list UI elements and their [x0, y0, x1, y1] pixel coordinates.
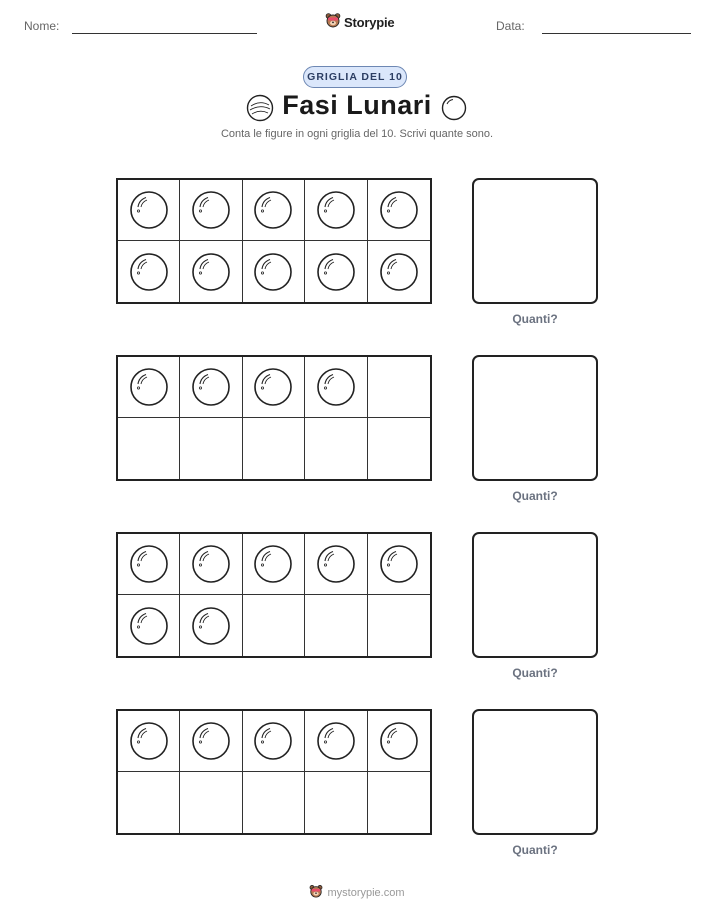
date-line [542, 33, 691, 34]
ten-frame-cell [180, 241, 242, 302]
ten-frame-cell [368, 534, 430, 595]
ten-frame-cell [118, 418, 180, 479]
ten-frame-cell [118, 357, 180, 418]
answer-box[interactable] [472, 178, 598, 304]
ten-frame-cell [118, 241, 180, 302]
ten-frame [116, 532, 432, 658]
category-badge: GRIGLIA DEL 10 [303, 66, 407, 88]
footer [0, 884, 714, 901]
ten-frame-cell [305, 772, 367, 833]
ten-frame-cell [118, 595, 180, 656]
ten-frame [116, 355, 432, 481]
ten-frame-cell [368, 711, 430, 772]
ten-frame-cell [368, 772, 430, 833]
ten-frame-cell [368, 241, 430, 302]
ten-frame-cell [368, 357, 430, 418]
ten-frame-cell [180, 595, 242, 656]
ten-frame-cell [305, 711, 367, 772]
name-label: Nome: [24, 19, 60, 33]
ten-frame-cell [243, 534, 305, 595]
answer-label: Quanti? [512, 666, 558, 680]
name-line [72, 33, 257, 34]
website-link: mystorypie.com [327, 886, 405, 899]
ten-frame-cell [305, 534, 367, 595]
ten-frame-cell [243, 418, 305, 479]
ten-frame-cell [305, 418, 367, 479]
ten-frame-cell [305, 241, 367, 302]
ten-frame-cell [180, 357, 242, 418]
instructions: Conta le figure in ogni griglia del 10. Scrivi quante sono. [220, 128, 494, 140]
storypie-logo [325, 12, 394, 33]
bear-face-icon [325, 12, 341, 33]
ten-frame-cell [368, 180, 430, 241]
bear-face-icon [309, 884, 323, 901]
ten-frame-cell [118, 180, 180, 241]
ten-frame-cell [243, 711, 305, 772]
answer-label: Quanti? [512, 312, 558, 326]
ten-frame [116, 178, 432, 304]
date-label: Data: [496, 19, 525, 33]
ten-frame-cell [180, 418, 242, 479]
ten-frame-cell [368, 595, 430, 656]
ten-frame-cell [180, 534, 242, 595]
answer-box[interactable] [472, 532, 598, 658]
worksheet-header [0, 0, 714, 50]
ten-frame-cell [305, 180, 367, 241]
ten-frame-cell [243, 241, 305, 302]
ten-frame-cell [243, 180, 305, 241]
ten-frame-cell [305, 357, 367, 418]
ten-frame-cell [180, 711, 242, 772]
worksheet-title: Fasi Lunari [282, 90, 432, 120]
answer-box[interactable] [472, 709, 598, 835]
ten-frame-cell [118, 711, 180, 772]
answer-label: Quanti? [512, 843, 558, 857]
ten-frame-cell [305, 595, 367, 656]
ten-frame-cell [368, 418, 430, 479]
ten-frame-cell [118, 534, 180, 595]
ten-frame-cell [243, 772, 305, 833]
ten-frame-cell [180, 180, 242, 241]
ten-frame-cell [180, 772, 242, 833]
answer-label: Quanti? [512, 489, 558, 503]
ten-frame-cell [243, 595, 305, 656]
answer-box[interactable] [472, 355, 598, 481]
ten-frame [116, 709, 432, 835]
moon-icon [441, 95, 467, 126]
ten-frame-cell [243, 357, 305, 418]
ten-frame-cell [118, 772, 180, 833]
brand-name: Storypie [344, 15, 395, 30]
